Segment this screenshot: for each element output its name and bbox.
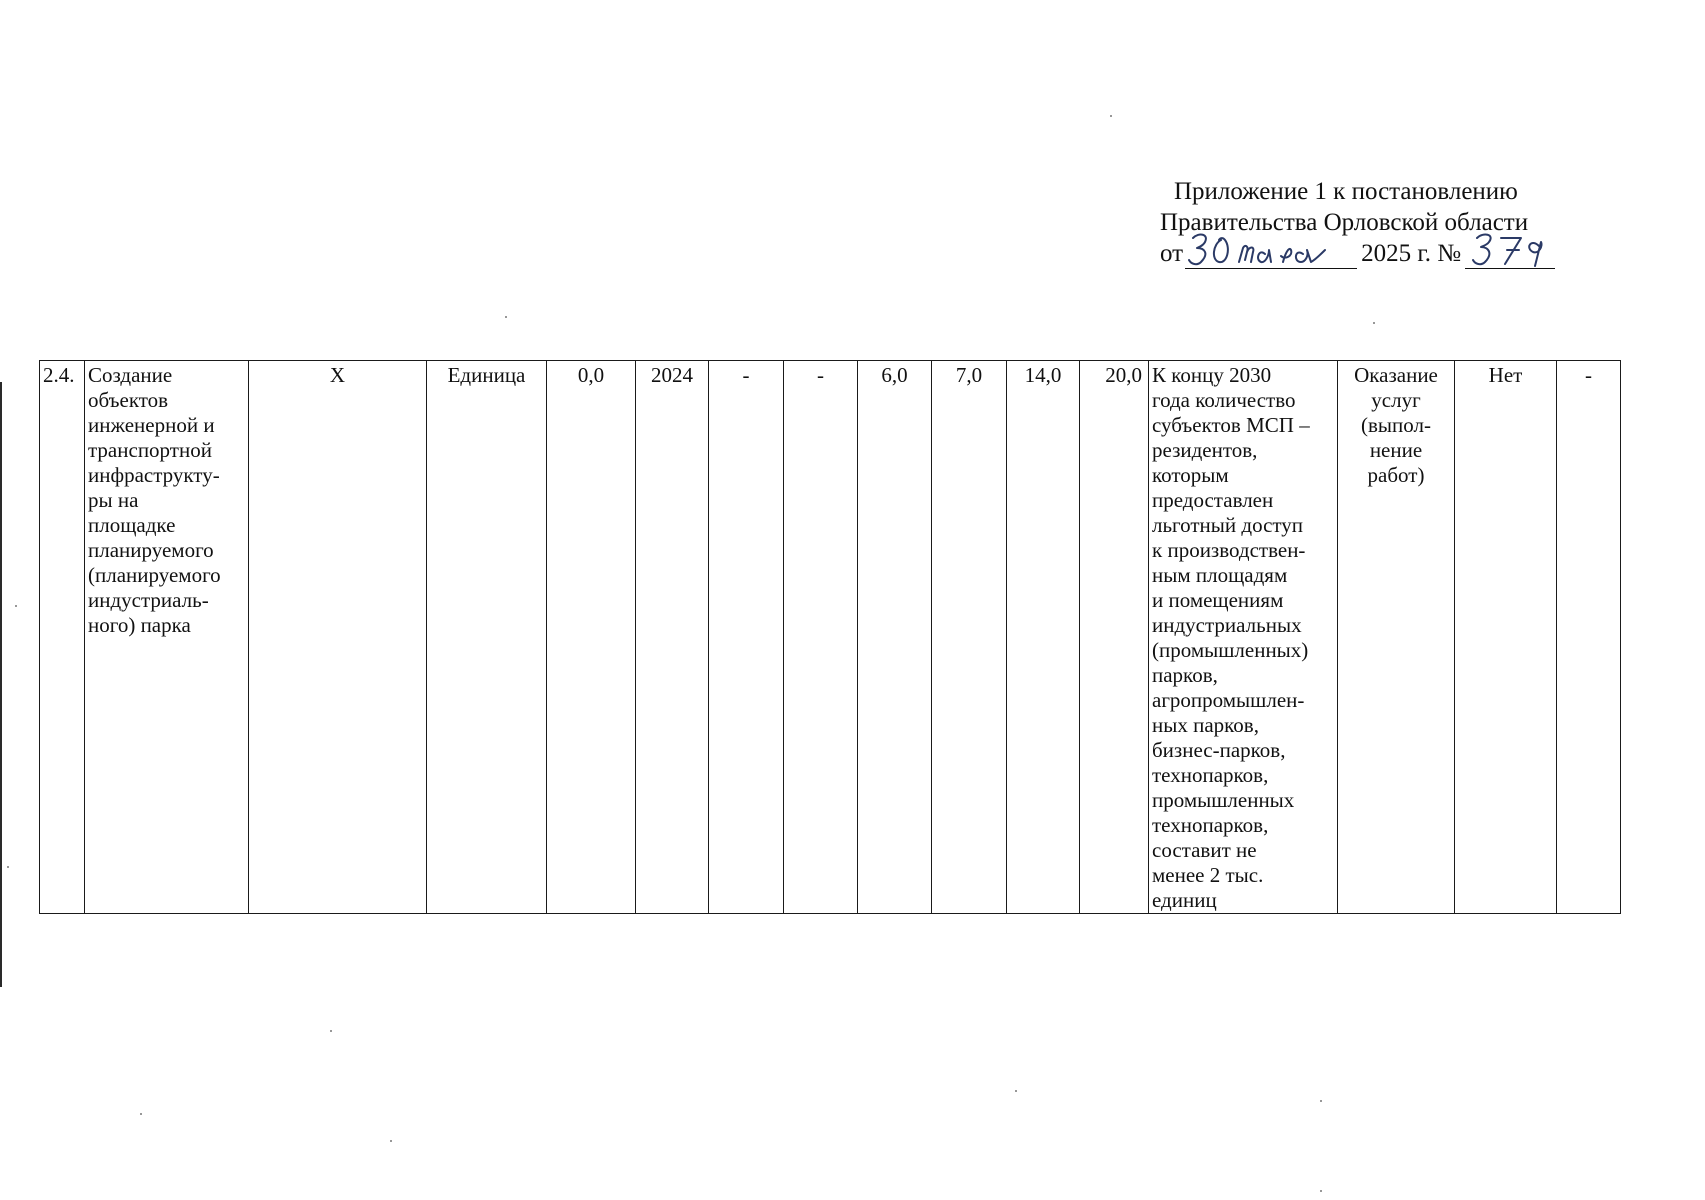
cell-last: -	[1557, 361, 1621, 914]
scan-speck	[140, 1113, 142, 1115]
scan-speck	[7, 866, 9, 868]
scan-speck	[1320, 1190, 1322, 1192]
scan-speck	[1110, 115, 1112, 117]
cell-value-6: 20,0	[1080, 361, 1149, 914]
cell-base-value: 0,0	[547, 361, 636, 914]
indicators-table	[39, 360, 1621, 914]
cell-flag: Нет	[1455, 361, 1557, 914]
scan-speck	[1373, 322, 1375, 324]
number-field	[1465, 238, 1555, 269]
cell-mark: Х	[249, 361, 427, 914]
year-and-number-label: 2025 г. №	[1361, 240, 1462, 267]
cell-value-3: 6,0	[858, 361, 932, 914]
cell-value-2: -	[784, 361, 858, 914]
cell-name: Создание объектов инженерной и транспортной инфраструкту- ры на площадке планируемого (планируемого индустриаль- ного) парка	[85, 361, 249, 914]
cell-value-1: -	[709, 361, 784, 914]
cell-number: 2.4.	[40, 361, 85, 914]
cell-type: Оказание услуг (выпол- нение работ)	[1338, 361, 1455, 914]
handwritten-number	[1465, 230, 1555, 270]
scan-speck	[1320, 1100, 1322, 1102]
handwritten-date	[1185, 230, 1357, 270]
date-field	[1185, 238, 1357, 269]
header-appendix-line: Приложение 1 к постановлению	[1174, 178, 1518, 205]
cell-value-5: 14,0	[1007, 361, 1080, 914]
date-prefix: от	[1160, 240, 1184, 267]
scan-speck	[330, 1030, 332, 1032]
scan-speck	[390, 1140, 392, 1142]
cell-value-4: 7,0	[932, 361, 1007, 914]
header-government-line: Правительства Орловской области	[1160, 209, 1529, 236]
cell-unit: Единица	[427, 361, 547, 914]
scan-speck	[15, 605, 17, 607]
header-date-number-line	[1160, 238, 1590, 272]
left-margin-line	[0, 382, 2, 987]
scan-speck	[1015, 1090, 1017, 1092]
cell-base-year: 2024	[636, 361, 709, 914]
scan-speck	[505, 316, 507, 318]
table-row	[40, 361, 1621, 914]
document-header	[1160, 176, 1590, 272]
cell-result: К концу 2030 года количество субъектов МСП – резидентов, которым предоставлен льготный доступ к производствен- ным площадям и помещениям индустриальных (промышленных) парков, агропромышлен- ных парков, бизнес-парков, технопарков, промышленных технопарков, составит не менее 2 тыс. единиц	[1149, 361, 1338, 914]
